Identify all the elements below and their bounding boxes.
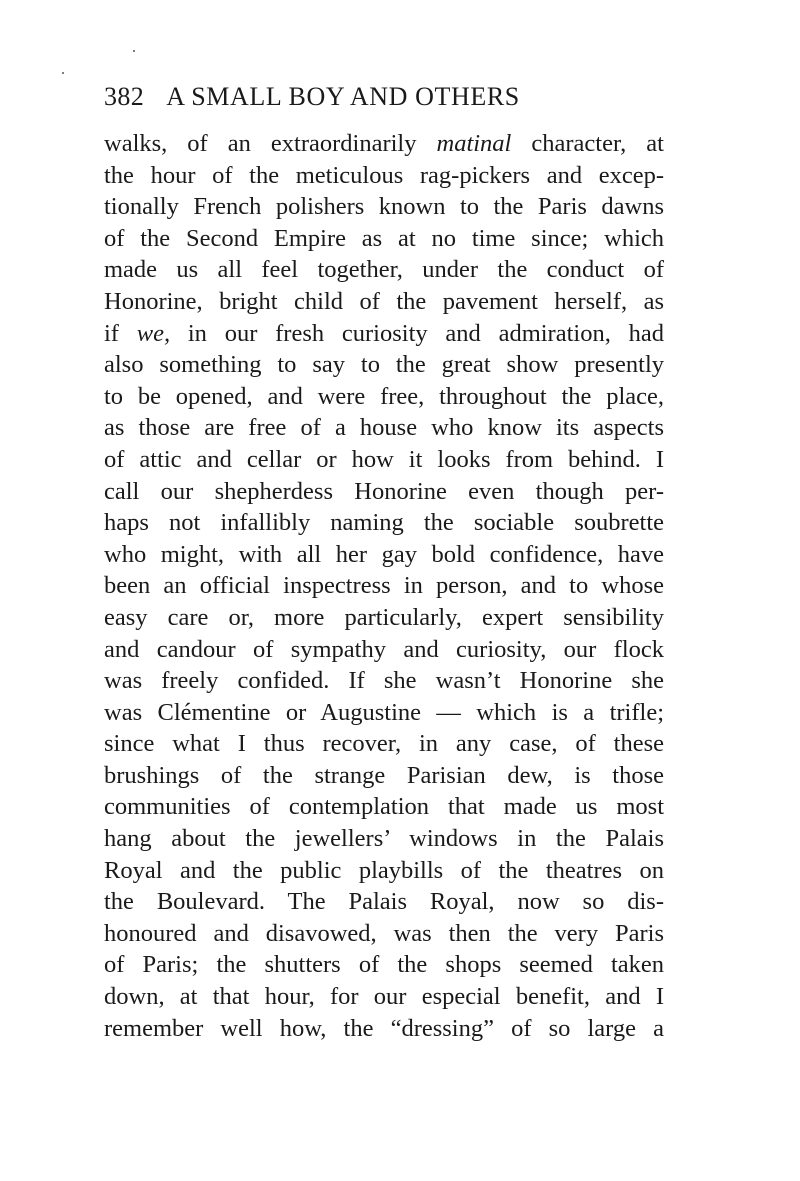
text-line <box>104 254 664 286</box>
line-text: tionally French polishers known to the Paris dawns <box>104 193 664 221</box>
line-text: character, at <box>511 130 664 157</box>
line-text: honoured and disavowed, was then the very Paris <box>104 919 664 947</box>
line-text: Honorine, bright child of the pavement herself, as <box>104 287 664 315</box>
text-line <box>104 539 664 571</box>
line-text: to be opened, and were free, throughout the place, <box>104 382 664 410</box>
line-text: Royal and the public playbills of the theatres on <box>104 856 664 884</box>
line-text: remember well how, the “dressing” of so large a <box>104 1014 664 1042</box>
line-text: was Clémentine or Augustine — which is a trifle; <box>104 698 664 726</box>
text-line <box>104 1013 664 1045</box>
running-title: A SMALL BOY AND OTHERS <box>166 82 520 111</box>
text-line <box>104 318 664 350</box>
print-speck <box>62 72 64 74</box>
line-text: walks, of an extraordinarily <box>104 130 437 157</box>
line-text: the hour of the meticulous rag-pickers and excep- <box>104 161 664 189</box>
text-line <box>104 886 664 918</box>
line-text: of attic and cellar or how it looks from behind. I <box>104 445 664 473</box>
text-line <box>104 823 664 855</box>
text-line <box>104 128 664 160</box>
line-text: in our fresh curiosity and admiration, had <box>170 319 664 347</box>
text-line <box>104 665 664 697</box>
line-text: down, at that hour, for our especial benefit, and I <box>104 983 664 1011</box>
line-text: since what I thus recover, in any case, of these <box>104 730 664 758</box>
text-line <box>104 476 664 508</box>
body-text <box>104 128 664 1044</box>
text-line <box>104 381 664 413</box>
line-text: also something to say to the great show presently <box>104 351 664 379</box>
line-text: and candour of sympathy and curiosity, our flock <box>104 635 664 663</box>
line-text: as those are free of a house who know its aspects <box>104 414 664 442</box>
line-text: of Paris; the shutters of the shops seemed taken <box>104 951 664 979</box>
line-text: made us all feel together, under the conduct of <box>104 256 664 284</box>
print-speck <box>133 50 135 52</box>
line-text: communities of contemplation that made us most <box>104 793 664 821</box>
text-line <box>104 191 664 223</box>
line-text: who might, with all her gay bold confidence, have <box>104 540 664 568</box>
line-text: was freely confided. If she wasn’t Honorine she <box>104 667 664 695</box>
italic-word: matinal <box>436 130 512 157</box>
text-line <box>104 634 664 666</box>
line-text: brushings of the strange Parisian dew, is those <box>104 761 664 789</box>
text-line <box>104 791 664 823</box>
text-line <box>104 444 664 476</box>
text-line <box>104 412 664 444</box>
line-text: haps not infallibly naming the sociable soubrette <box>104 509 664 537</box>
page-number: 382 <box>104 82 145 111</box>
text-line <box>104 602 664 634</box>
text-line <box>104 760 664 792</box>
line-text: been an official inspectress in person, and to whose <box>104 572 664 600</box>
text-line <box>104 349 664 381</box>
text-line <box>104 223 664 255</box>
text-line <box>104 918 664 950</box>
text-line <box>104 286 664 318</box>
line-text: the Boulevard. The Palais Royal, now so dis- <box>104 888 664 916</box>
line-text: call our shepherdess Honorine even though per- <box>104 477 664 505</box>
running-header <box>104 80 664 114</box>
line-text: if <box>104 319 137 347</box>
text-line <box>104 728 664 760</box>
line-text: of the Second Empire as at no time since; which <box>104 224 664 252</box>
text-line <box>104 160 664 192</box>
line-text: hang about the jewellers’ windows in the Palais <box>104 825 664 853</box>
text-line <box>104 507 664 539</box>
line-text: easy care or, more particularly, expert sensibility <box>104 603 664 631</box>
text-line <box>104 697 664 729</box>
text-line <box>104 949 664 981</box>
text-line <box>104 981 664 1013</box>
text-line <box>104 570 664 602</box>
italic-word: we, <box>136 319 171 347</box>
text-line <box>104 855 664 887</box>
